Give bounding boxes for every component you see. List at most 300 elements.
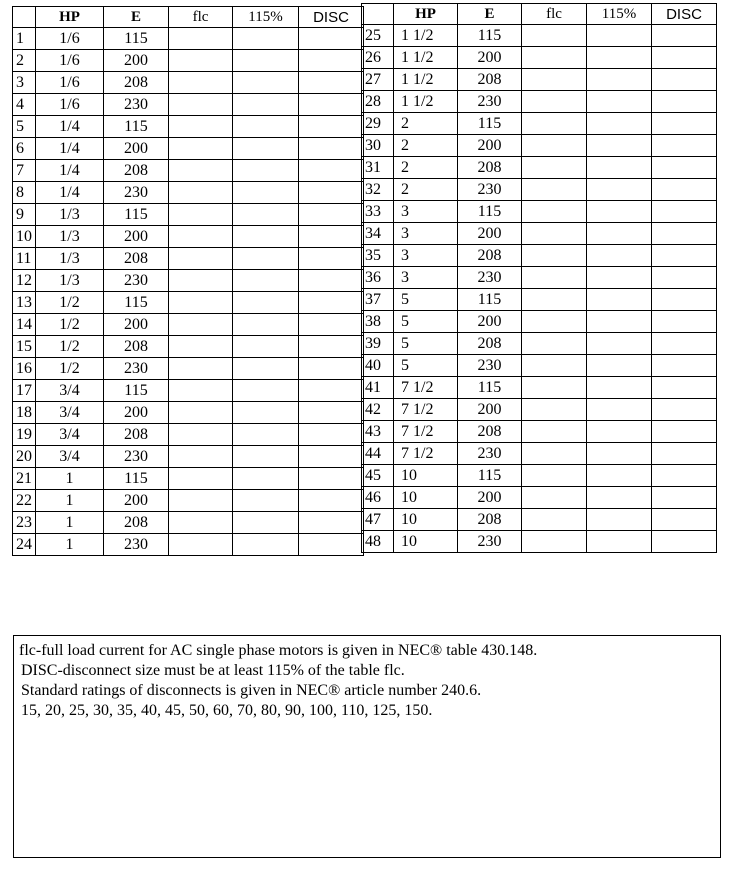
row-number: 16 [13, 358, 36, 380]
disc-cell [652, 421, 717, 443]
pct-115-cell [587, 487, 652, 509]
pct-115-cell [233, 380, 299, 402]
pct-115-cell [233, 336, 299, 358]
pct-115-cell [587, 179, 652, 201]
pct-115-cell [233, 490, 299, 512]
note-disc-definition: DISC-disconnect size must be at least 115% of the table flc. [21, 662, 405, 679]
voltage-cell: 208 [458, 421, 522, 443]
pct-115-cell [587, 377, 652, 399]
row-number: 36 [362, 267, 394, 289]
table-row [362, 421, 717, 443]
flc-cell [169, 446, 233, 468]
voltage-cell: 208 [104, 336, 169, 358]
table-row [362, 355, 717, 377]
flc-cell [169, 358, 233, 380]
pct-115-cell [587, 201, 652, 223]
row-number: 8 [13, 182, 36, 204]
table-row [13, 94, 364, 116]
table-row [362, 25, 717, 47]
hp-cell: 7 1/2 [394, 443, 458, 465]
disc-cell [652, 179, 717, 201]
disc-cell [299, 512, 364, 534]
pct-115-cell [233, 292, 299, 314]
hp-cell: 1 [36, 490, 104, 512]
disc-cell [652, 465, 717, 487]
voltage-cell: 200 [458, 135, 522, 157]
table-row [362, 201, 717, 223]
pct-115-cell [233, 270, 299, 292]
row-number: 10 [13, 226, 36, 248]
row-number: 2 [13, 50, 36, 72]
hp-cell: 1/2 [36, 314, 104, 336]
table-row [13, 358, 364, 380]
flc-cell [522, 421, 587, 443]
hp-cell: 5 [394, 289, 458, 311]
disc-cell [652, 223, 717, 245]
hp-cell: 1/4 [36, 160, 104, 182]
pct-115-cell [587, 531, 652, 553]
num-header [362, 4, 394, 25]
row-number: 24 [13, 534, 36, 556]
table-row [13, 380, 364, 402]
hp-cell: 10 [394, 509, 458, 531]
hp-cell: 1/2 [36, 292, 104, 314]
row-number: 42 [362, 399, 394, 421]
row-number: 23 [13, 512, 36, 534]
voltage-cell: 230 [458, 443, 522, 465]
table-row [362, 69, 717, 91]
hp-cell: 1/6 [36, 94, 104, 116]
pct-115-cell [587, 443, 652, 465]
voltage-cell: 115 [458, 201, 522, 223]
disc-cell [652, 333, 717, 355]
disc-cell [652, 443, 717, 465]
row-number: 7 [13, 160, 36, 182]
voltage-cell: 230 [104, 534, 169, 556]
table-row [13, 50, 364, 72]
table-row [362, 311, 717, 333]
pct-115-cell [233, 28, 299, 50]
disc-cell [299, 116, 364, 138]
disc-header: DISC [652, 4, 717, 25]
table-row [13, 248, 364, 270]
pct-115-cell [587, 399, 652, 421]
hp-cell: 2 [394, 179, 458, 201]
table-row [362, 267, 717, 289]
table-row [13, 314, 364, 336]
flc-cell [522, 25, 587, 47]
pct-115-cell [587, 245, 652, 267]
table-row [362, 157, 717, 179]
hp-cell: 1/6 [36, 50, 104, 72]
row-number: 14 [13, 314, 36, 336]
flc-cell [169, 94, 233, 116]
row-number: 45 [362, 465, 394, 487]
disc-cell [299, 160, 364, 182]
table-row [13, 292, 364, 314]
flc-cell [169, 226, 233, 248]
pct-115-cell [587, 465, 652, 487]
disc-cell [652, 25, 717, 47]
voltage-cell: 200 [104, 490, 169, 512]
disc-cell [652, 157, 717, 179]
hp-cell: 1/4 [36, 138, 104, 160]
hp-cell: 1/2 [36, 336, 104, 358]
voltage-cell: 115 [458, 25, 522, 47]
disc-cell [299, 358, 364, 380]
pct-115-cell [233, 160, 299, 182]
table-row [13, 72, 364, 94]
flc-cell [169, 28, 233, 50]
table-row [362, 135, 717, 157]
row-number: 44 [362, 443, 394, 465]
pct-115-cell [233, 534, 299, 556]
table-row [362, 509, 717, 531]
voltage-cell: 208 [104, 72, 169, 94]
pct-115-cell [233, 94, 299, 116]
flc-cell [169, 248, 233, 270]
row-number: 37 [362, 289, 394, 311]
disc-cell [299, 314, 364, 336]
header-row [362, 4, 717, 25]
note-standard-ratings: Standard ratings of disconnects is given in NEC® article number 240.6. [21, 682, 482, 699]
pct-115-cell [587, 289, 652, 311]
hp-cell: 1/3 [36, 270, 104, 292]
hp-cell: 1/6 [36, 72, 104, 94]
disc-cell [299, 424, 364, 446]
disc-cell [652, 509, 717, 531]
table-row [362, 465, 717, 487]
voltage-cell: 200 [458, 223, 522, 245]
hp-cell: 7 1/2 [394, 399, 458, 421]
voltage-cell: 230 [458, 355, 522, 377]
flc-cell [169, 468, 233, 490]
pct-115-cell [587, 333, 652, 355]
num-header [13, 7, 36, 28]
pct-115-cell [233, 72, 299, 94]
pct-115-cell [587, 135, 652, 157]
flc-cell [169, 402, 233, 424]
hp-cell: 3/4 [36, 402, 104, 424]
pct-115-cell [587, 47, 652, 69]
hp-cell: 1 1/2 [394, 91, 458, 113]
hp-cell: 3 [394, 245, 458, 267]
row-number: 22 [13, 490, 36, 512]
disc-cell [299, 204, 364, 226]
hp-cell: 1/3 [36, 226, 104, 248]
row-number: 38 [362, 311, 394, 333]
voltage-cell: 208 [458, 157, 522, 179]
disc-cell [652, 245, 717, 267]
flc-cell [522, 267, 587, 289]
table-row [362, 91, 717, 113]
disc-cell [652, 377, 717, 399]
voltage-cell: 230 [104, 446, 169, 468]
voltage-cell: 115 [458, 289, 522, 311]
voltage-cell: 208 [458, 69, 522, 91]
table-row [13, 534, 364, 556]
disc-cell [299, 248, 364, 270]
row-number: 6 [13, 138, 36, 160]
flc-header: flc [522, 4, 587, 25]
voltage-cell: 208 [104, 512, 169, 534]
table-row [13, 270, 364, 292]
disc-cell [299, 402, 364, 424]
flc-cell [522, 179, 587, 201]
right-motor-table [361, 3, 717, 553]
row-number: 35 [362, 245, 394, 267]
disc-cell [299, 490, 364, 512]
hp-cell: 5 [394, 355, 458, 377]
flc-cell [522, 487, 587, 509]
voltage-cell: 208 [104, 424, 169, 446]
hp-cell: 3 [394, 201, 458, 223]
voltage-cell: 115 [104, 292, 169, 314]
hp-cell: 7 1/2 [394, 377, 458, 399]
voltage-cell: 230 [104, 270, 169, 292]
voltage-cell: 208 [104, 160, 169, 182]
disc-cell [299, 28, 364, 50]
disc-header: DISC [299, 7, 364, 28]
table-row [362, 333, 717, 355]
flc-cell [169, 490, 233, 512]
flc-cell [522, 465, 587, 487]
flc-cell [169, 380, 233, 402]
table-row [362, 377, 717, 399]
table-row [13, 28, 364, 50]
flc-cell [522, 355, 587, 377]
disc-cell [652, 201, 717, 223]
flc-cell [169, 160, 233, 182]
pct-115-cell [587, 157, 652, 179]
row-number: 25 [362, 25, 394, 47]
row-number: 31 [362, 157, 394, 179]
disc-cell [299, 270, 364, 292]
voltage-cell: 230 [458, 91, 522, 113]
header-row [13, 7, 364, 28]
pct-115-cell [233, 446, 299, 468]
pct-115-cell [587, 69, 652, 91]
flc-cell [522, 201, 587, 223]
disc-cell [652, 267, 717, 289]
notes-box [13, 635, 721, 858]
disc-cell [652, 355, 717, 377]
voltage-cell: 200 [104, 138, 169, 160]
table-row [362, 47, 717, 69]
row-number: 40 [362, 355, 394, 377]
disc-cell [652, 47, 717, 69]
flc-header: flc [169, 7, 233, 28]
hp-header: HP [394, 4, 458, 25]
voltage-cell: 115 [104, 28, 169, 50]
hp-cell: 1 [36, 512, 104, 534]
row-number: 29 [362, 113, 394, 135]
pct-header: 115% [233, 7, 299, 28]
hp-cell: 1 1/2 [394, 47, 458, 69]
flc-cell [522, 531, 587, 553]
disc-cell [652, 113, 717, 135]
hp-cell: 10 [394, 531, 458, 553]
table-row [13, 402, 364, 424]
table-row [13, 336, 364, 358]
disc-cell [652, 531, 717, 553]
pct-115-cell [233, 50, 299, 72]
voltage-cell: 230 [458, 531, 522, 553]
voltage-cell: 115 [458, 465, 522, 487]
pct-115-cell [233, 226, 299, 248]
hp-cell: 2 [394, 135, 458, 157]
voltage-cell: 200 [104, 314, 169, 336]
hp-cell: 1/2 [36, 358, 104, 380]
flc-cell [522, 443, 587, 465]
row-number: 15 [13, 336, 36, 358]
table-row [13, 468, 364, 490]
left-motor-table [12, 6, 364, 556]
voltage-cell: 200 [104, 50, 169, 72]
row-number: 48 [362, 531, 394, 553]
voltage-cell: 230 [104, 94, 169, 116]
flc-cell [169, 204, 233, 226]
voltage-cell: 200 [104, 226, 169, 248]
flc-cell [522, 311, 587, 333]
hp-cell: 1/3 [36, 248, 104, 270]
flc-cell [522, 91, 587, 113]
flc-cell [169, 512, 233, 534]
voltage-cell: 230 [458, 267, 522, 289]
pct-115-cell [587, 25, 652, 47]
row-number: 41 [362, 377, 394, 399]
pct-115-cell [233, 204, 299, 226]
disc-cell [299, 94, 364, 116]
hp-cell: 1/3 [36, 204, 104, 226]
disc-cell [299, 380, 364, 402]
table-row [362, 531, 717, 553]
pct-115-cell [233, 512, 299, 534]
row-number: 21 [13, 468, 36, 490]
hp-cell: 1/6 [36, 28, 104, 50]
flc-cell [169, 336, 233, 358]
voltage-cell: 200 [104, 402, 169, 424]
flc-cell [169, 314, 233, 336]
row-number: 19 [13, 424, 36, 446]
hp-cell: 3/4 [36, 446, 104, 468]
disc-cell [299, 446, 364, 468]
disc-cell [652, 135, 717, 157]
table-row [362, 399, 717, 421]
disc-cell [299, 534, 364, 556]
hp-cell: 3/4 [36, 380, 104, 402]
flc-cell [169, 182, 233, 204]
row-number: 26 [362, 47, 394, 69]
pct-115-cell [233, 182, 299, 204]
disc-cell [652, 69, 717, 91]
pct-115-cell [233, 402, 299, 424]
flc-cell [169, 72, 233, 94]
flc-cell [169, 50, 233, 72]
hp-cell: 10 [394, 465, 458, 487]
row-number: 39 [362, 333, 394, 355]
flc-cell [522, 223, 587, 245]
row-number: 12 [13, 270, 36, 292]
voltage-cell: 208 [458, 245, 522, 267]
voltage-cell: 200 [458, 399, 522, 421]
row-number: 32 [362, 179, 394, 201]
pct-header: 115% [587, 4, 652, 25]
row-number: 17 [13, 380, 36, 402]
flc-cell [522, 47, 587, 69]
table-row [13, 182, 364, 204]
flc-cell [169, 138, 233, 160]
hp-cell: 7 1/2 [394, 421, 458, 443]
flc-cell [522, 509, 587, 531]
table-row [362, 179, 717, 201]
pct-115-cell [587, 267, 652, 289]
voltage-cell: 230 [458, 179, 522, 201]
disc-cell [299, 182, 364, 204]
voltage-cell: 230 [104, 182, 169, 204]
voltage-cell: 115 [104, 204, 169, 226]
row-number: 27 [362, 69, 394, 91]
disc-cell [652, 487, 717, 509]
disc-cell [299, 292, 364, 314]
row-number: 5 [13, 116, 36, 138]
row-number: 43 [362, 421, 394, 443]
note-ratings-list: 15, 20, 25, 30, 35, 40, 45, 50, 60, 70, 80, 90, 100, 110, 125, 150. [21, 702, 433, 719]
flc-cell [169, 424, 233, 446]
flc-cell [522, 377, 587, 399]
flc-cell [522, 69, 587, 91]
disc-cell [299, 468, 364, 490]
flc-cell [522, 289, 587, 311]
hp-cell: 1/4 [36, 182, 104, 204]
flc-cell [522, 135, 587, 157]
table-row [13, 138, 364, 160]
pct-115-cell [587, 509, 652, 531]
table-row [362, 443, 717, 465]
table-row [13, 160, 364, 182]
table-row [362, 245, 717, 267]
table-row [362, 289, 717, 311]
voltage-cell: 200 [458, 487, 522, 509]
pct-115-cell [233, 138, 299, 160]
table-row [362, 223, 717, 245]
hp-cell: 1 [36, 468, 104, 490]
voltage-cell: 115 [104, 116, 169, 138]
row-number: 3 [13, 72, 36, 94]
hp-cell: 3 [394, 267, 458, 289]
pct-115-cell [233, 314, 299, 336]
flc-cell [169, 292, 233, 314]
note-flc-definition: flc-full load current for AC single phase motors is given in NEC® table 430.148. [19, 642, 538, 659]
pct-115-cell [587, 421, 652, 443]
hp-header: HP [36, 7, 104, 28]
disc-cell [299, 50, 364, 72]
hp-cell: 2 [394, 113, 458, 135]
e-header: E [104, 7, 169, 28]
hp-cell: 10 [394, 487, 458, 509]
row-number: 33 [362, 201, 394, 223]
disc-cell [652, 399, 717, 421]
e-header: E [458, 4, 522, 25]
table-row [13, 512, 364, 534]
flc-cell [522, 245, 587, 267]
row-number: 28 [362, 91, 394, 113]
flc-cell [522, 157, 587, 179]
table-row [13, 226, 364, 248]
voltage-cell: 115 [458, 113, 522, 135]
table-row [362, 113, 717, 135]
flc-cell [522, 399, 587, 421]
